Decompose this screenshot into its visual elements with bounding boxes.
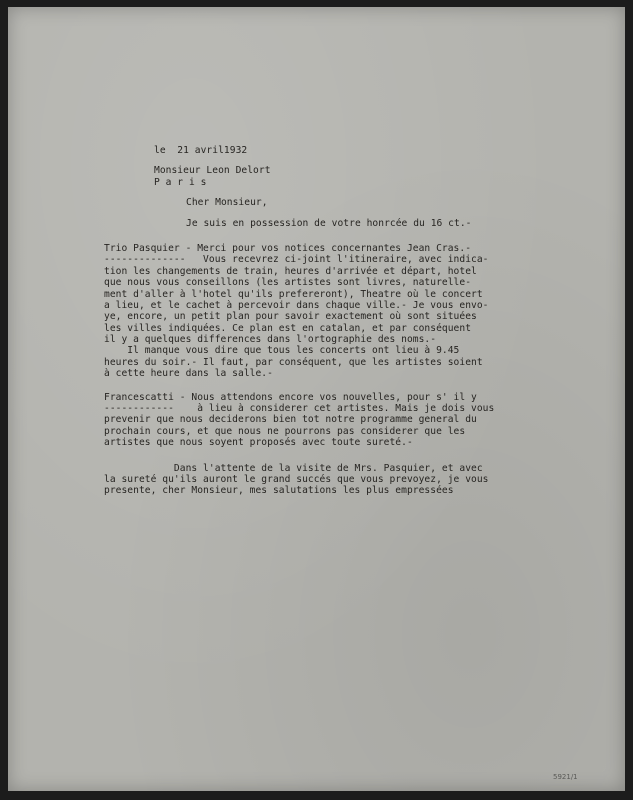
paragraph-concert-time — [104, 345, 584, 379]
paragraph-line: heures du soir.- Il faut, par conséquent, que les artistes soient — [104, 356, 483, 368]
opening-line: Je suis en possession de votre honrcée du 16 ct.- — [186, 217, 472, 229]
paragraph-line: la sureté qu'ils auront le grand succés que vous prevoyez, je vous — [104, 473, 489, 485]
paragraph-line: que nous vous conseillons (les artistes sont livres, naturelle- — [104, 277, 472, 289]
recipient-name: Monsieur Leon Delort — [154, 165, 271, 177]
paragraph-line: presente, cher Monsieur, mes salutations les plus empressées — [104, 485, 454, 497]
paragraph-line: les villes indiquées. Ce plan est en catalan, et par conséquent — [104, 322, 472, 334]
paragraph-line: ment d'aller à l'hotel qu'ils prefereront), Theatre où le concert — [104, 288, 483, 300]
paragraph-line: prochain cours, et que nous ne pourrons pas considerer que les — [104, 425, 466, 437]
paragraph-line: -------------- Vous recevrez ci-joint l'itineraire, avec indica- — [104, 254, 489, 266]
recipient-city: P a r i s — [154, 176, 207, 188]
letter-body — [104, 145, 584, 497]
paragraph-line: à cette heure dans la salle.- — [104, 368, 273, 380]
paragraph-trio-pasquier — [104, 243, 584, 346]
paragraph-line: a lieu, et le cachet à percevoir dans chaque ville.- Je vous envo- — [104, 299, 489, 311]
letter-sheet — [8, 7, 625, 791]
paragraph-francescatti — [104, 392, 584, 449]
paragraph-line: artistes que nous soyent proposés avec toute sureté.- — [104, 437, 413, 449]
paragraph-line: ------------ à lieu à considerer cet artistes. Mais je dois vous — [104, 403, 495, 415]
paragraph-line: Il manque vous dire que tous les concerts ont lieu à 9.45 — [104, 345, 460, 357]
closing-paragraph — [104, 463, 584, 497]
paragraph-line: tion les changements de train, heures d'arrivée et départ, hotel — [104, 265, 477, 277]
letter-date: le 21 avril1932 — [154, 145, 248, 156]
salutation: Cher Monsieur, — [186, 197, 268, 209]
paragraph-line: il y a quelques differences dans l'ortographie des noms.- — [104, 334, 437, 346]
archive-number: 5921/1 — [553, 773, 578, 781]
paragraph-line: Dans l'attente de la visite de Mrs. Pasquier, et avec — [104, 462, 483, 474]
paragraph-line: ye, encore, un petit plan pour savoir exactement où sont situées — [104, 311, 477, 323]
paragraph-line: Francescatti - Nous attendons encore vos nouvelles, pour s' il y — [104, 391, 477, 403]
paragraph-line: prevenir que nous deciderons bien tot notre programme general du — [104, 414, 477, 426]
paragraph-line: Trio Pasquier - Merci pour vos notices concernantes Jean Cras.- — [104, 242, 472, 254]
